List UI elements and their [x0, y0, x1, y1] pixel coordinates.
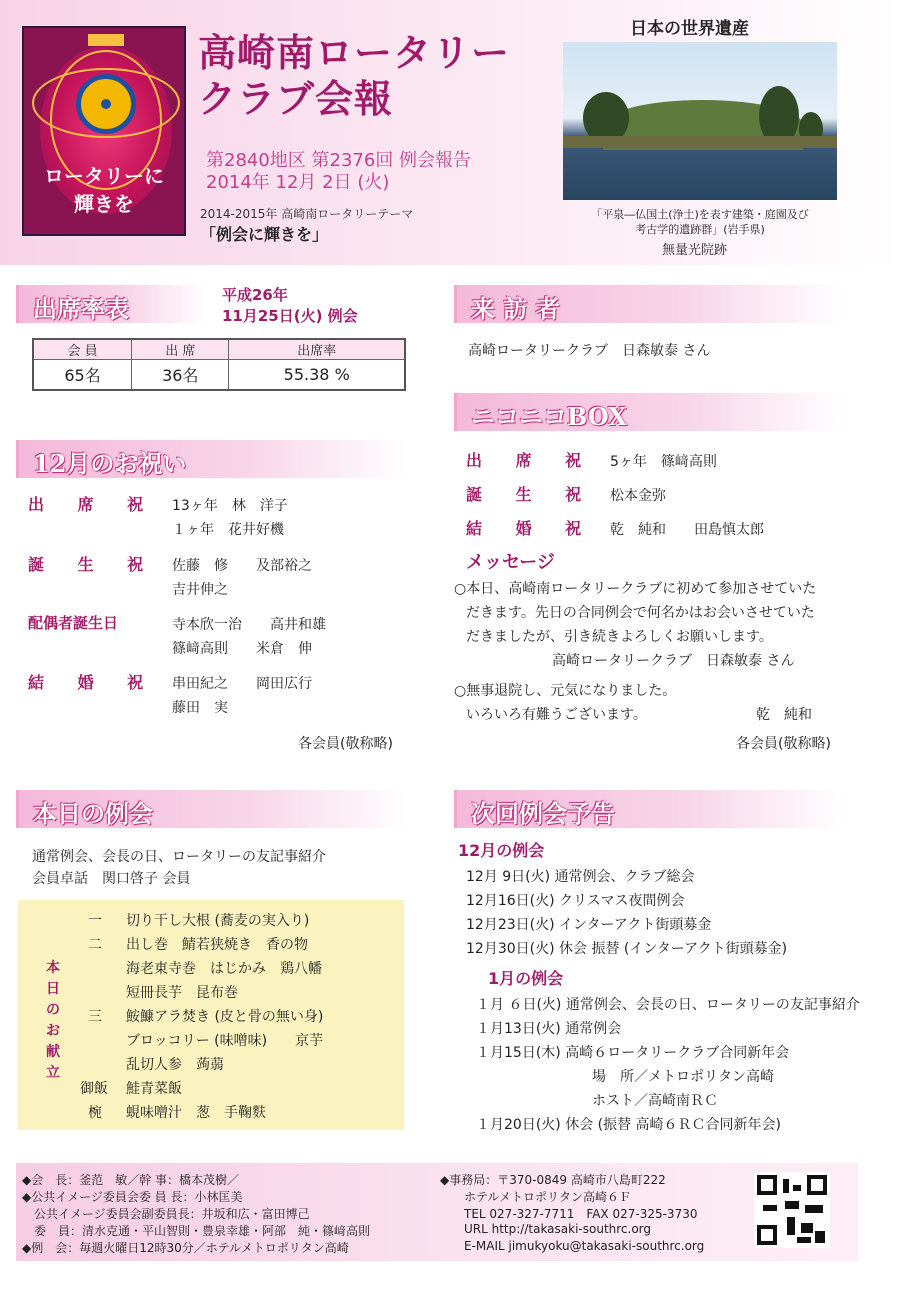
menu-course: 二: [88, 937, 102, 953]
honorific-note: 各会員(敬称略): [736, 736, 831, 752]
today-line: 通常例会、会長の日、ロータリーの友記事紹介: [32, 849, 326, 865]
niconico-label: 出 席 祝: [466, 451, 596, 470]
schedule-detail: 場 所／メトロポリタン高崎: [592, 1069, 774, 1085]
celebration-line: 寺本欣一治 高井和雄: [172, 617, 326, 633]
qr-code-icon[interactable]: [754, 1172, 830, 1248]
message-line: だきます。先日の合同例会で何名かはお会いさせていた: [466, 605, 815, 621]
niconico-text: 松本金弥: [610, 488, 666, 504]
menu-label-char: の: [46, 1002, 60, 1018]
attendance-date: [222, 284, 358, 326]
header-members: 会 員: [33, 339, 132, 360]
today-line: 会員卓話 関口啓子 会員: [32, 871, 191, 887]
menu-label-char: 立: [46, 1065, 60, 1081]
title-line: 高崎南ロータリー: [198, 30, 511, 75]
schedule-detail: ホスト／高崎南ＲＣ: [592, 1093, 718, 1109]
message-line: だきましたが、引き続きよろしくお願いします。: [466, 629, 773, 645]
theme: 「例会に輝きを」: [200, 225, 329, 244]
footer-line: ホテルメトロポリタン高崎６Ｆ: [464, 1190, 632, 1204]
celebration-line: 篠﨑高則 米倉 伸: [172, 641, 312, 657]
attendance-table: [32, 338, 406, 391]
celebration-line: 藤田 実: [172, 700, 228, 716]
today-section-header: [16, 790, 406, 828]
members-value: 65名: [33, 360, 132, 390]
menu-label: [44, 958, 62, 1084]
title-line: クラブ会報: [198, 76, 394, 121]
club-badge: [22, 26, 186, 236]
menu-item: 鮭青菜飯: [126, 1081, 182, 1097]
date-line: 平成26年: [222, 286, 288, 304]
message-line: いろいろ有難うございます。: [466, 707, 647, 723]
celebration-label: 出 席 祝: [28, 495, 158, 514]
rate-value: 55.38 %: [229, 360, 405, 390]
footer-line: ◆事務局：〒370-0849 高崎市八島町222: [440, 1173, 666, 1187]
table-row: [33, 360, 405, 390]
menu-label-char: 献: [46, 1044, 60, 1060]
menu-item: 海老東寺巻 はじかみ 鶏八幡: [126, 961, 322, 977]
visitors-section-header: [454, 285, 844, 323]
celebration-label: 結 婚 祝: [28, 673, 158, 692]
bank: [563, 136, 837, 148]
photo-name: 無量光院跡: [662, 243, 728, 258]
jan-title: 1月の例会: [488, 969, 564, 988]
menu-label-char: お: [46, 1023, 60, 1039]
niconico-section-header: [454, 393, 844, 431]
celebration-line: １ヶ年 花井好機: [172, 522, 284, 538]
schedule-item: 12月30日(火) 休会 振替 (インターアクト街頭募金): [466, 941, 788, 957]
schedule-item: １月15日(木) 高崎６ロータリークラブ合同新年会: [476, 1045, 790, 1061]
menu-item: 短冊長芋 昆布巻: [126, 985, 238, 1001]
section-title: 12月のお祝い: [33, 449, 187, 478]
footer-line[interactable]: URL http://takasaki-southrc.org: [464, 1222, 652, 1236]
menu-label-char: 本: [46, 960, 60, 976]
lantern-top: [88, 34, 124, 46]
attendance-section-header: [16, 285, 206, 323]
celebration-line: 串田紀之 岡田広行: [172, 676, 312, 692]
niconico-text: 5ヶ年 篠﨑高則: [610, 454, 717, 470]
theme-label: 2014-2015年 高崎南ロータリーテーマ: [200, 207, 414, 221]
menu-item: ブロッコリー (味噌味) 京芋: [126, 1033, 324, 1049]
menu-item: 乱切人参 蒟蒻: [126, 1057, 224, 1073]
honorific-note: 各会員(敬称略): [298, 736, 393, 752]
badge-text-1: ロータリーに: [44, 164, 164, 188]
heritage-photo: [563, 42, 837, 200]
date-line: 11月25日(火) 例会: [222, 307, 358, 325]
heritage-title: 日本の世界遺産: [630, 19, 749, 39]
menu-item: 切り干し大根 (蕎麦の実入り): [126, 913, 310, 929]
celebration-line: 13ヶ年 林 洋子: [172, 498, 288, 514]
schedule-item: １月13日(火) 通常例会: [476, 1021, 622, 1037]
menu-item: 出し巻 鯖若狭焼き 香の物: [126, 937, 308, 953]
niconico-label: 結 婚 祝: [466, 519, 596, 538]
section-title: 次回例会予告: [471, 799, 615, 828]
celebration-label: 誕 生 祝: [28, 555, 158, 574]
badge-text-2: 輝きを: [74, 192, 134, 216]
menu-item: 鮟鱇アラ焚き (皮と骨の無い身): [126, 1009, 324, 1025]
schedule-item: 12月16日(火) クリスマス夜間例会: [466, 893, 685, 909]
message-signature: 乾 純和: [756, 707, 812, 723]
visitor-line: 高崎ロータリークラブ 日森敏泰 さん: [468, 343, 711, 359]
footer-line: 委 員：清水克通・平山智則・豊泉幸雄・阿部 純・篠﨑高則: [22, 1224, 371, 1238]
section-title: 本日の例会: [33, 799, 153, 828]
menu-label-char: 日: [46, 981, 60, 997]
message-title: メッセージ: [466, 552, 555, 573]
date-line: 2014年 12月 2日 (火): [206, 172, 390, 193]
message-line: ○本日、高崎南ロータリークラブに初めて参加させていた: [454, 581, 817, 597]
schedule-item: １月20日(火) 休会 (振替 高崎６ＲＣ合同新年会): [476, 1117, 782, 1133]
menu-course: 御飯: [80, 1081, 108, 1097]
niconico-text: 乾 純和 田島慎太郎: [610, 522, 764, 538]
schedule-item: 12月23日(火) インターアクト街頭募金: [466, 917, 712, 933]
header-present: 出 席: [132, 339, 229, 360]
niconico-label: 誕 生 祝: [466, 485, 596, 504]
schedule-item: 12月 9日(火) 通常例会、クラブ総会: [466, 869, 695, 885]
present-value: 36名: [132, 360, 229, 390]
table-header-row: [33, 339, 405, 360]
menu-course: 椀: [88, 1105, 102, 1121]
photo-caption-2: 考古学的遺跡群」(岩手県): [635, 223, 765, 236]
celebrations-section-header: [16, 440, 406, 478]
celebration-line: 佐藤 修 及部裕之: [172, 558, 312, 574]
footer-line: TEL 027-327-7711 FAX 027-325-3730: [464, 1207, 698, 1221]
footer-line: ◆例 会：毎週火曜日12時30分／ホテルメトロポリタン高崎: [22, 1241, 349, 1255]
section-title: 来 訪 者: [471, 294, 560, 323]
menu-course: 一: [88, 913, 102, 929]
district-line: 第2840地区 第2376回 例会報告: [206, 150, 472, 171]
rotary-wheel-icon: [76, 74, 136, 134]
header-rate: 出席率: [229, 339, 405, 360]
dec-title: 12月の例会: [458, 841, 545, 860]
newsletter-title: [198, 30, 510, 122]
next-section-header: [454, 790, 844, 828]
menu-course: 三: [88, 1009, 102, 1025]
footer-line[interactable]: E-MAIL jimukyoku@takasaki-southrc.org: [464, 1239, 705, 1253]
footer-line: 公共イメージ委員会副委員長：井坂和広・富田博己: [22, 1207, 310, 1221]
photo-caption-1: 「平泉―仏国土(浄土)を表す建築・庭園及び: [591, 208, 809, 221]
celebration-label: 配偶者誕生日: [28, 614, 119, 632]
celebration-line: 吉井伸之: [172, 582, 228, 598]
schedule-item: １月 ６日(火) 通常例会、会長の日、ロータリーの友記事紹介: [476, 997, 860, 1013]
message-signature: 高崎ロータリークラブ 日森敏泰 さん: [552, 653, 795, 669]
message-line: ○無事退院し、元気になりました。: [454, 683, 677, 699]
menu-item: 蜆味噌汁 葱 手鞠麩: [126, 1105, 266, 1121]
footer-line: ◆公共イメージ委員会委 員 長：小林匡美: [22, 1190, 243, 1204]
footer-line: ◆会 長：釜范 敏／幹 事：橋本茂樹／: [22, 1173, 240, 1187]
section-title: 出席率表: [33, 294, 129, 323]
section-title: ニコニコBOX: [471, 402, 627, 431]
